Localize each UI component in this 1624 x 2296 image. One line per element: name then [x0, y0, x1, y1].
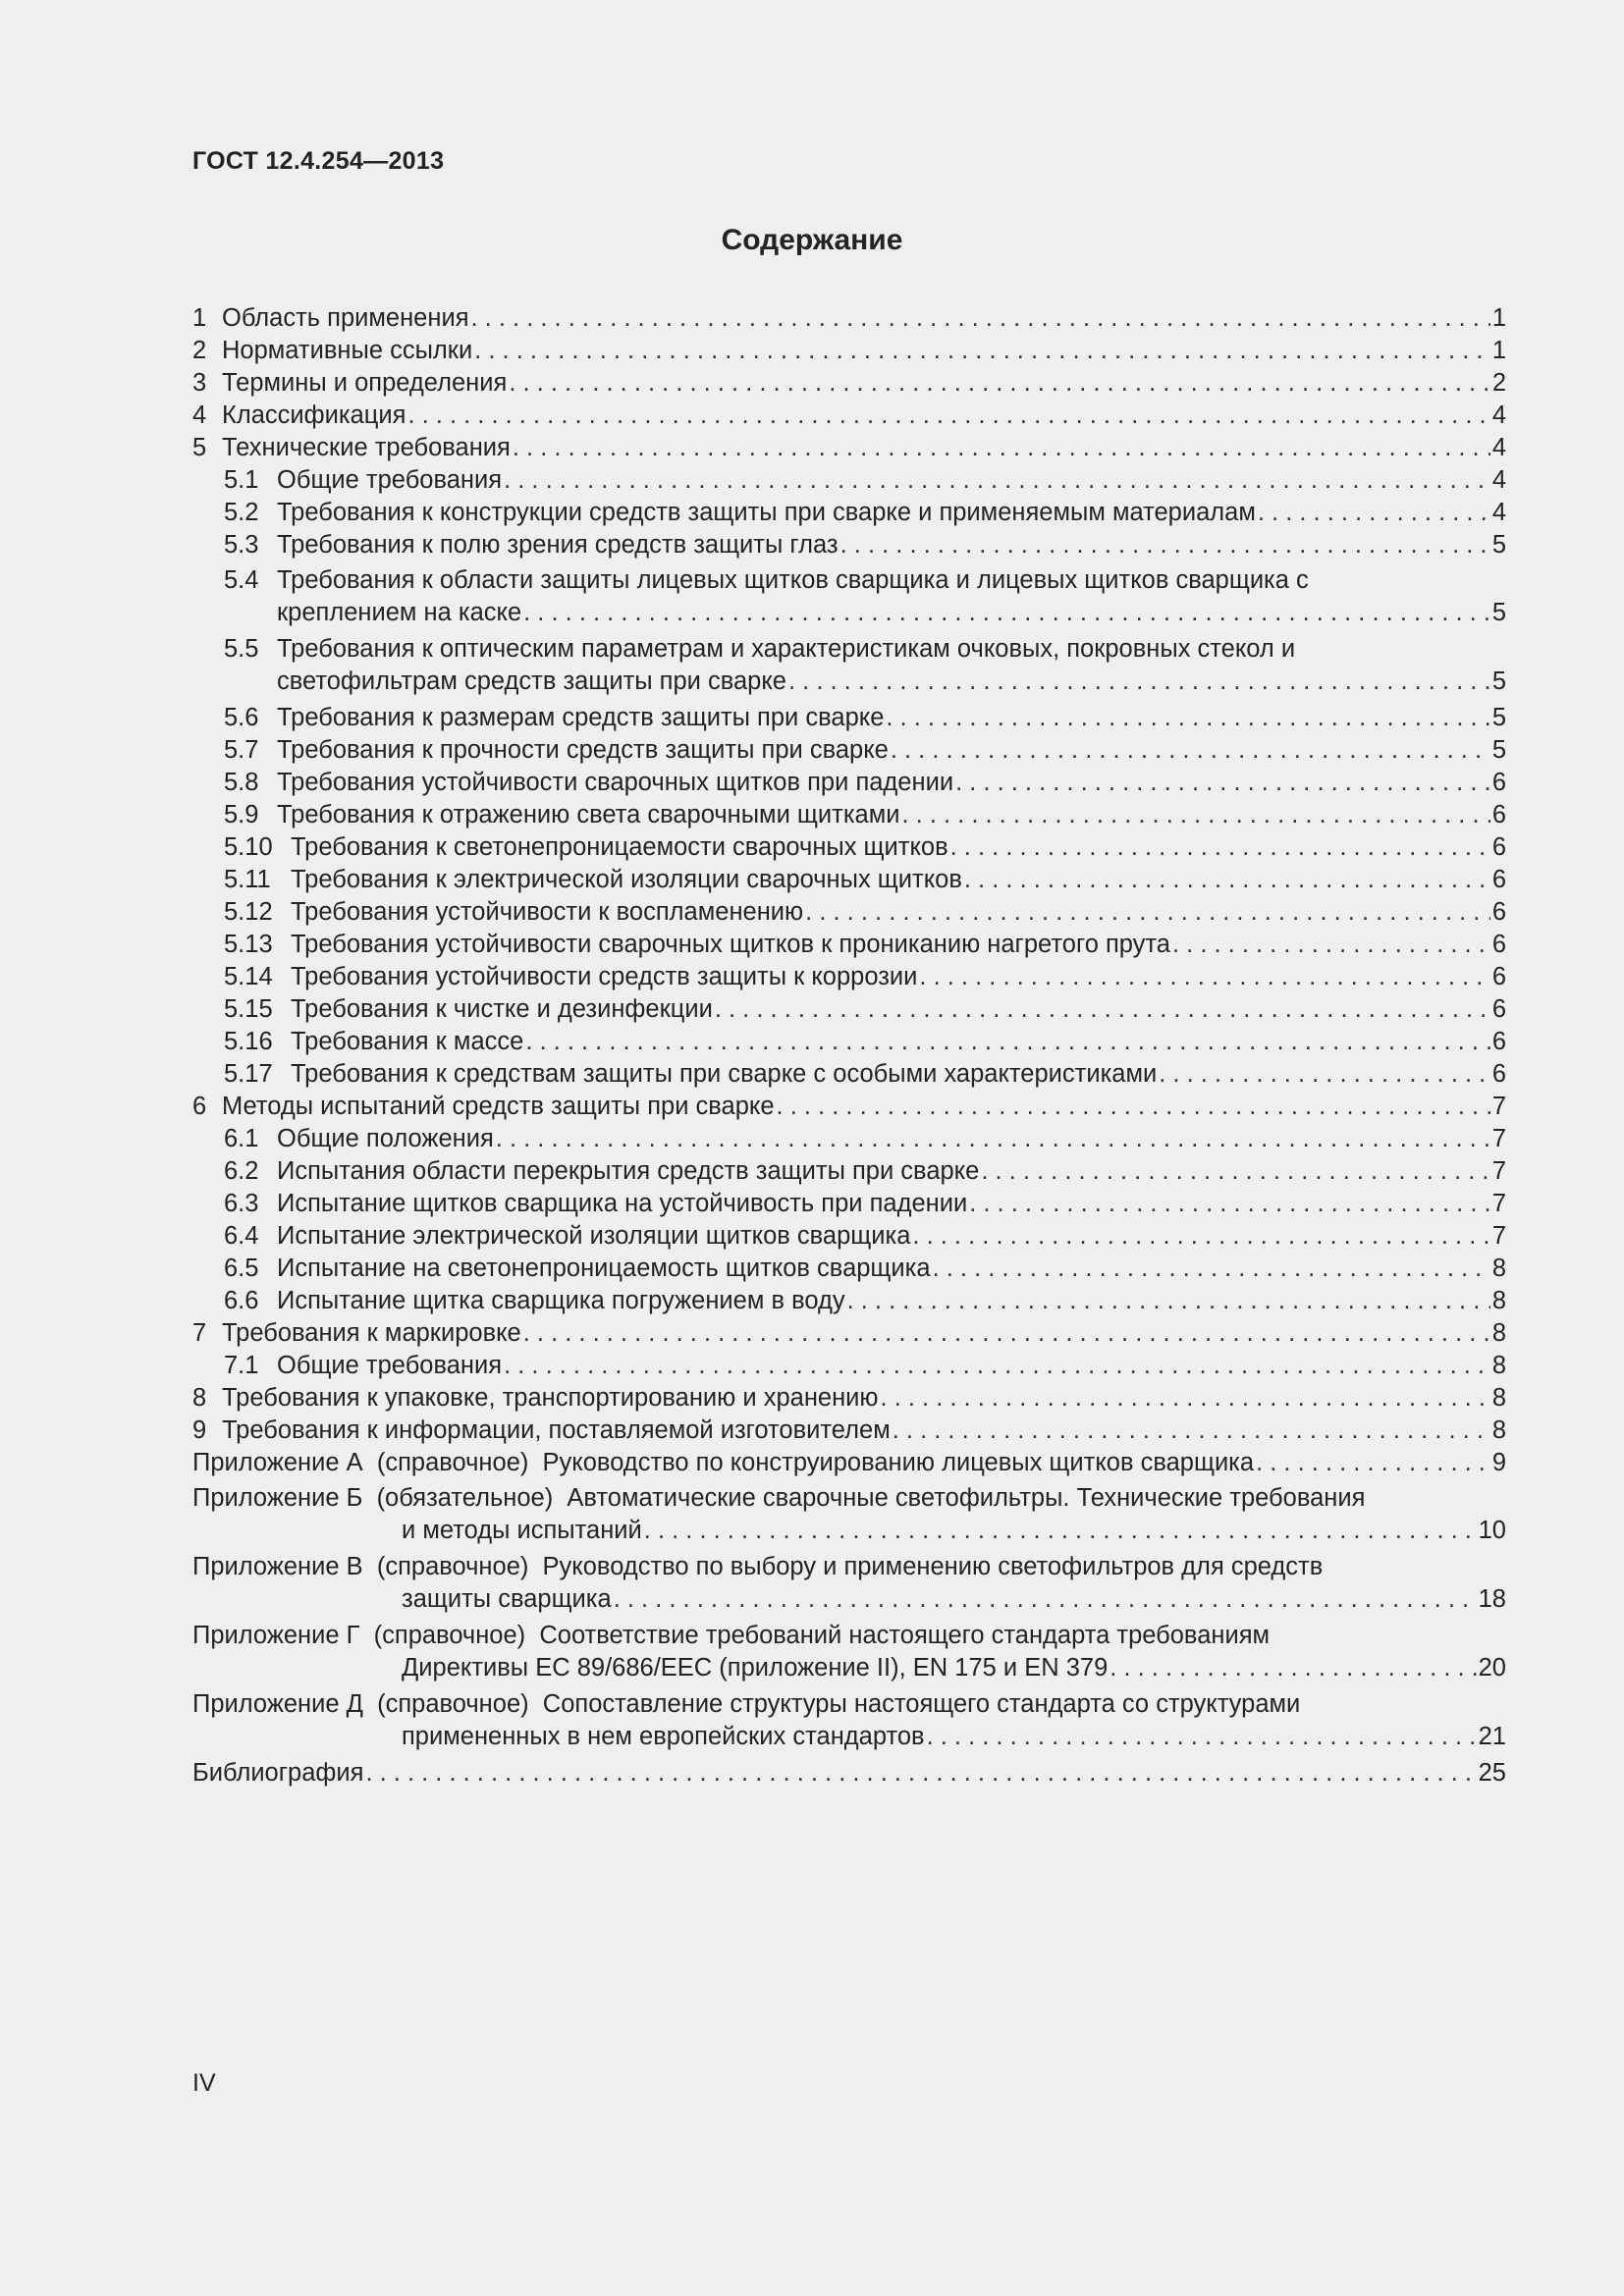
toc-entry-title: Требования к маркировке: [222, 1319, 521, 1347]
toc-entry[interactable]: [192, 702, 1506, 734]
dot-leader: [891, 734, 1490, 767]
dot-leader: [805, 896, 1490, 929]
toc-entry-page: 6: [1491, 963, 1506, 990]
toc-entry[interactable]: [192, 400, 1506, 432]
dot-leader: [614, 1583, 1477, 1616]
toc-entry[interactable]: [192, 799, 1506, 831]
toc-entry-number: 9: [192, 1416, 207, 1444]
appendix-name: Приложение В: [192, 1553, 363, 1580]
toc-entry-title: Методы испытаний средств защиты при сварке: [222, 1093, 775, 1120]
toc-entry-number: 5.9: [224, 801, 259, 828]
dot-leader: [1256, 1447, 1490, 1479]
toc-entry-page: 2: [1491, 369, 1506, 397]
toc-entry-number: 6.1: [224, 1125, 259, 1152]
dot-leader: [788, 666, 1490, 698]
toc-entry-page: 6: [1491, 801, 1506, 828]
toc-entry-page: 6: [1491, 866, 1506, 893]
appendix-title: Руководство по конструированию лицевых щитков сварщика: [542, 1449, 1255, 1476]
toc-entry-number: 5.17: [224, 1060, 273, 1088]
toc-entry-title: Требования к электрической изоляции сварочных щитков: [291, 866, 962, 893]
toc-entry[interactable]: [192, 1091, 1506, 1123]
toc-entry[interactable]: [192, 464, 1506, 497]
toc-entry-title: Технические требования: [222, 434, 511, 461]
toc-entry-number: 6.6: [224, 1287, 259, 1314]
toc-entry-title: Испытание щитка сварщика погружением в воду: [277, 1287, 845, 1314]
dot-leader: [471, 302, 1490, 335]
appendix-name: Приложение А: [192, 1449, 363, 1476]
appendix-entry[interactable]: [192, 1551, 1506, 1616]
toc-entry[interactable]: [192, 335, 1506, 367]
dot-leader: [1159, 1058, 1490, 1091]
toc-entry-page: 7: [1491, 1157, 1506, 1185]
toc-entry-page: 8: [1491, 1319, 1506, 1347]
toc-entry-title: Требования к чистке и дезинфекции: [291, 995, 713, 1023]
toc-entry[interactable]: [192, 1155, 1506, 1188]
toc-entry-number: 5.5: [224, 635, 259, 663]
toc-entry-title: Требования устойчивости сварочных щитков к прониканию нагретого прута: [291, 931, 1170, 958]
dot-leader: [715, 993, 1490, 1026]
toc-entry[interactable]: [192, 564, 1506, 629]
dot-leader: [912, 1220, 1489, 1253]
dot-leader: [777, 1091, 1490, 1123]
dot-leader: [1172, 929, 1490, 961]
page-number: IV: [192, 2069, 216, 2097]
dot-leader: [893, 1415, 1490, 1447]
dot-leader: [407, 400, 1489, 432]
dot-leader: [523, 597, 1490, 629]
dot-leader: [525, 1026, 1490, 1058]
toc-entry-number: 8: [192, 1384, 207, 1412]
dot-leader: [919, 961, 1489, 993]
appendix-name: Приложение Б: [192, 1484, 363, 1512]
toc-entry-title: Общие требования: [277, 1352, 503, 1379]
toc-entry-page: 7: [1491, 1093, 1506, 1120]
toc-entry-page: 4: [1491, 499, 1506, 526]
toc-entry-number: 6.3: [224, 1190, 259, 1217]
toc-entry[interactable]: [192, 432, 1506, 464]
dot-leader: [840, 529, 1490, 561]
toc-entry-number: 5.11: [224, 866, 271, 893]
toc-entry[interactable]: [192, 529, 1506, 561]
appendix-page: 10: [1478, 1517, 1506, 1544]
toc-entry-title: Требования к размерам средств защиты при сварке: [277, 704, 885, 731]
toc-entry-page: 6: [1491, 1060, 1506, 1088]
toc-entry-title: Классификация: [222, 401, 406, 429]
toc-entry-title: Нормативные ссылки: [222, 337, 473, 364]
toc-entry-number: 4: [192, 401, 207, 429]
toc-entry-page: 8: [1491, 1416, 1506, 1444]
toc-entry[interactable]: [192, 1220, 1506, 1253]
toc-entry-number: 5.8: [224, 769, 259, 796]
toc-entry-page: 8: [1491, 1287, 1506, 1314]
toc-entry-number: 5: [192, 434, 207, 461]
appendix-entry[interactable]: [192, 1620, 1506, 1684]
toc-entry-title: Термины и определения: [222, 369, 508, 397]
toc-entry[interactable]: [192, 1317, 1506, 1350]
dot-leader: [644, 1515, 1477, 1547]
toc-entry-number: 6.4: [224, 1222, 259, 1250]
dot-leader: [847, 1285, 1490, 1317]
toc-entry-number: 5.12: [224, 898, 273, 926]
toc-entry-page: 5: [1491, 736, 1506, 764]
toc-entry-title: Требования устойчивости средств защиты к коррозии: [291, 963, 918, 990]
toc-entry[interactable]: [192, 929, 1506, 961]
document-code: ГОСТ 12.4.254—2013: [192, 147, 445, 175]
appendix-page: 18: [1478, 1585, 1506, 1613]
appendix-entry[interactable]: [192, 1482, 1506, 1547]
toc-entry-page: 6: [1491, 833, 1506, 861]
toc-entry-page: 6: [1491, 1028, 1506, 1055]
dot-leader: [504, 464, 1490, 497]
appendix-title-continuation: и методы испытаний: [402, 1517, 642, 1544]
toc-entry[interactable]: [192, 993, 1506, 1026]
appendix-page: 9: [1491, 1449, 1506, 1476]
toc-entry[interactable]: [192, 767, 1506, 799]
dot-leader: [881, 1382, 1490, 1415]
toc-entry-number: 3: [192, 369, 207, 397]
dot-leader: [933, 1253, 1490, 1285]
appendix-type: (справочное): [376, 1553, 529, 1580]
toc-entry-title: Требования к упаковке, транспортированию и хранению: [222, 1384, 879, 1412]
toc-entry-number: 6.5: [224, 1255, 259, 1282]
appendix-type: (справочное): [377, 1690, 529, 1718]
toc-entry-title-continuation: креплением на каске: [277, 599, 522, 626]
toc-entry-number: 5.16: [224, 1028, 273, 1055]
toc-entry-number: 5.6: [224, 704, 259, 731]
toc-entry-page: 8: [1491, 1352, 1506, 1379]
toc-entry-page: 8: [1491, 1255, 1506, 1282]
appendix-title: Соответствие требований настоящего стандарта требованиям: [539, 1622, 1271, 1649]
table-of-contents: [192, 302, 1506, 1789]
toc-entry-title: Требования к прочности средств защиты при сварке: [277, 736, 889, 764]
toc-entry[interactable]: [192, 497, 1506, 529]
toc-entry-page: 8: [1491, 1384, 1506, 1412]
toc-entry-title: Область применения: [222, 304, 469, 332]
toc-entry-number: 5.10: [224, 833, 273, 861]
toc-entry[interactable]: [192, 633, 1506, 698]
toc-entry-number: 2: [192, 337, 207, 364]
dot-leader: [365, 1757, 1476, 1789]
toc-entry-page: 4: [1491, 434, 1506, 461]
toc-entry-number: 5.3: [224, 531, 259, 559]
appendix-page: 21: [1478, 1723, 1506, 1750]
appendix-entry[interactable]: [192, 1688, 1506, 1753]
toc-entry-title-continuation: светофильтрам средств защиты при сварке: [277, 667, 786, 695]
toc-entry-title: Общие требования: [277, 466, 503, 494]
toc-entry-title: Требования к оптическим параметрам и характеристикам очковых, покровных стекол и: [277, 635, 1296, 663]
toc-entry-title: Испытания области перекрытия средств защиты при сварке: [277, 1157, 980, 1185]
toc-entry[interactable]: [192, 1058, 1506, 1091]
toc-entry-page: 5: [1491, 531, 1506, 559]
toc-entry-page: 6: [1491, 931, 1506, 958]
toc-entry[interactable]: [192, 734, 1506, 767]
dot-leader: [509, 367, 1490, 400]
toc-entry-number: 6: [192, 1093, 207, 1120]
toc-entry-page: 5: [1491, 704, 1506, 731]
toc-entry-number: 5.13: [224, 931, 273, 958]
dot-leader: [496, 1123, 1490, 1155]
toc-entry-number: 5.7: [224, 736, 259, 764]
toc-entry-page: 7: [1491, 1125, 1506, 1152]
toc-entry-title: Требования к информации, поставляемой изготовителем: [222, 1416, 891, 1444]
toc-entry-number: 5.15: [224, 995, 273, 1023]
appendix-type: (справочное): [373, 1622, 526, 1649]
dot-leader: [504, 1350, 1490, 1382]
toc-title: Содержание: [721, 224, 903, 256]
dot-leader: [513, 432, 1490, 464]
toc-entry[interactable]: [192, 961, 1506, 993]
toc-entry[interactable]: [192, 367, 1506, 400]
toc-entry-title: Требования к области защиты лицевых щитков сварщика и лицевых щитков сварщика с: [277, 566, 1309, 594]
toc-entry[interactable]: [192, 896, 1506, 929]
toc-entry-title: Требования к светонепроницаемости сварочных щитков: [291, 833, 948, 861]
toc-entry-number: 7.1: [224, 1352, 259, 1379]
toc-entry[interactable]: [192, 302, 1506, 335]
appendix-title-continuation: примененных в нем европейских стандартов: [402, 1723, 925, 1750]
appendix-title: Автоматические сварочные светофильтры. Технические требования: [567, 1484, 1366, 1512]
toc-entry[interactable]: [192, 1123, 1506, 1155]
dot-leader: [474, 335, 1490, 367]
toc-entry[interactable]: [192, 1382, 1506, 1415]
toc-entry[interactable]: [192, 1026, 1506, 1058]
toc-entry-title: Требования к массе: [291, 1028, 524, 1055]
toc-entry[interactable]: [192, 1253, 1506, 1285]
bibliography-page: 25: [1478, 1759, 1506, 1787]
toc-entry-number: 5.4: [224, 566, 259, 594]
dot-leader: [886, 702, 1489, 734]
dot-leader: [1110, 1652, 1476, 1684]
toc-entry[interactable]: [192, 831, 1506, 864]
toc-entry-page: 7: [1491, 1190, 1506, 1217]
dot-leader: [964, 864, 1490, 896]
dot-leader: [927, 1721, 1477, 1753]
toc-entry-title: Требования к отражению света сварочными щитками: [277, 801, 900, 828]
toc-entry[interactable]: [192, 1415, 1506, 1447]
toc-entry-page: 5: [1491, 599, 1506, 626]
bibliography-entry[interactable]: [192, 1757, 1506, 1789]
dot-leader: [950, 831, 1490, 864]
dot-leader: [523, 1317, 1490, 1350]
toc-entry-page: 4: [1491, 401, 1506, 429]
toc-entry-page: 6: [1491, 995, 1506, 1023]
toc-entry[interactable]: [192, 1350, 1506, 1382]
toc-entry[interactable]: [192, 864, 1506, 896]
toc-entry-title: Требования устойчивости к воспламенению: [291, 898, 804, 926]
appendix-title-continuation: защиты сварщика: [402, 1585, 612, 1613]
toc-entry-page: 5: [1491, 667, 1506, 695]
toc-entry-title: Общие положения: [277, 1125, 494, 1152]
toc-entry-page: 1: [1491, 337, 1506, 364]
toc-entry-title: Требования к полю зрения средств защиты глаз: [277, 531, 839, 559]
toc-entry-page: 6: [1491, 898, 1506, 926]
dot-leader: [902, 799, 1490, 831]
toc-entry-number: 6.2: [224, 1157, 259, 1185]
bibliography-title: Библиография: [192, 1759, 364, 1787]
appendix-page: 20: [1478, 1654, 1506, 1682]
dot-leader: [981, 1155, 1490, 1188]
appendix-title-continuation: Директивы ЕС 89/686/ЕЕС (приложение II), EN 175 и EN 379: [402, 1654, 1109, 1682]
toc-entry-title: Требования к конструкции средств защиты при сварке и применяемым материалам: [277, 499, 1256, 526]
toc-entry-page: 6: [1491, 769, 1506, 796]
toc-entry-number: 5.14: [224, 963, 273, 990]
toc-entry-title: Испытание электрической изоляции щитков сварщика: [277, 1222, 911, 1250]
toc-entry-title: Требования устойчивости сварочных щитков при падении: [277, 769, 954, 796]
dot-leader: [955, 767, 1490, 799]
dot-leader: [969, 1188, 1490, 1220]
toc-entry-title: Испытание щитков сварщика на устойчивость при падении: [277, 1190, 968, 1217]
toc-entry-number: 5.1: [224, 466, 259, 494]
appendix-type: (справочное): [376, 1449, 529, 1476]
appendix-name: Приложение Д: [192, 1690, 363, 1718]
toc-entry-page: 7: [1491, 1222, 1506, 1250]
toc-entry-title: Испытание на светонепроницаемость щитков сварщика: [277, 1255, 931, 1282]
appendix-title: Руководство по выбору и применению светофильтров для средств: [542, 1553, 1324, 1580]
appendix-type: (обязательное): [376, 1484, 554, 1512]
toc-entry-number: 7: [192, 1319, 207, 1347]
toc-entry[interactable]: [192, 1285, 1506, 1317]
toc-entry-number: 1: [192, 304, 207, 332]
toc-entry-title: Требования к средствам защиты при сварке с особыми характеристиками: [291, 1060, 1158, 1088]
toc-entry[interactable]: [192, 1188, 1506, 1220]
toc-entry-number: 5.2: [224, 499, 259, 526]
appendix-name: Приложение Г: [192, 1622, 360, 1649]
toc-entry-page: 1: [1491, 304, 1506, 332]
toc-entry-page: 4: [1491, 466, 1506, 494]
appendix-entry[interactable]: [192, 1447, 1506, 1479]
appendix-title: Сопоставление структуры настоящего стандарта со структурами: [542, 1690, 1301, 1718]
dot-leader: [1258, 497, 1490, 529]
